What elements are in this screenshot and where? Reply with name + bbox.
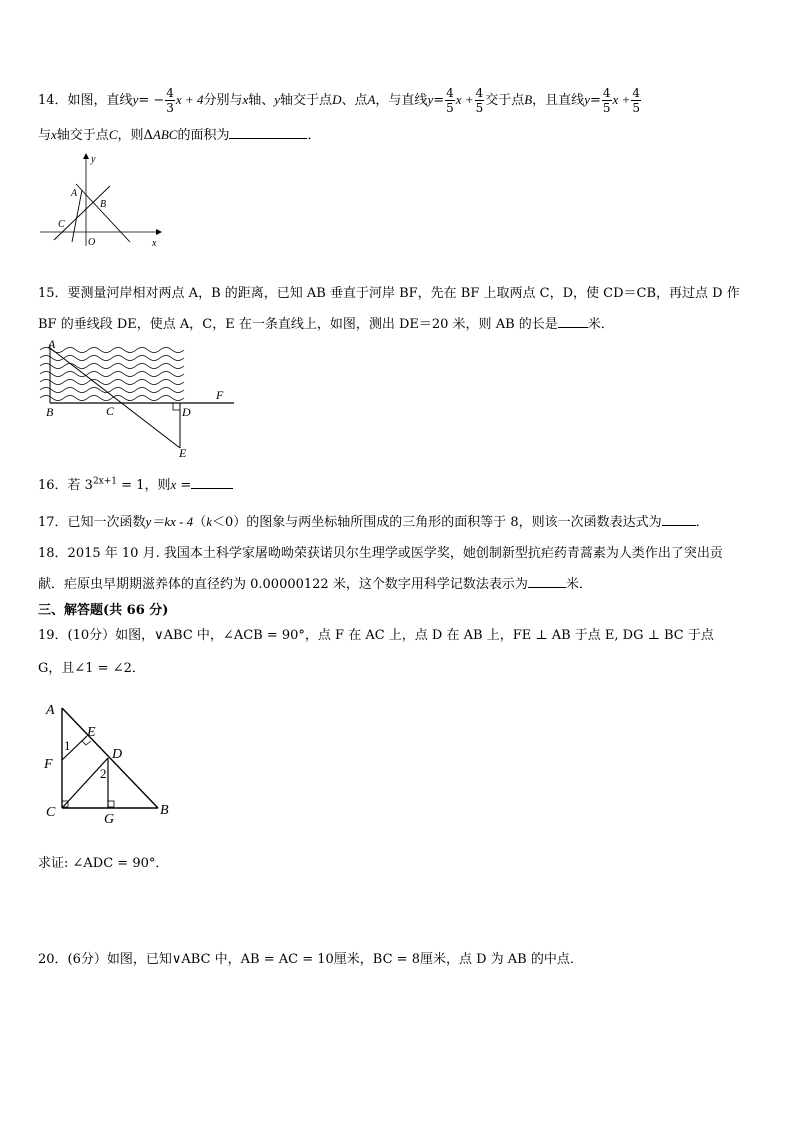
section-title: 三、解答题(共 66 分) [38,603,169,618]
q19-line1: 19．(10分）如图，∨ABC 中，∠ACB = 90°，点 F 在 AC 上，点 D 在 AB 上，FE ⊥ AB 于点 E, DG ⊥ BC 于点 [38,628,714,643]
q19-line2: G，且∠1 = ∠2． [38,661,145,676]
fig14-label-x: x [152,238,157,249]
fraction-4-5: $\frac{4}{5}$ [446,86,454,115]
fig19-label-C: C [46,805,56,820]
q14-line1: 14．如图，直线y= − $\frac{4}{3}$ x + 4分别与x轴、y轴交于点D、点A，与直线y= $\frac{4}{5}$ x + $\frac{4}{5}$ 交于点B，且直线y= $\frac{4}{5}$ x + $\frac{4}{5}$ [38,86,640,115]
q15-line2: BF 的垂线段 DE，使点 A，C，E 在一条直线上，如图，测出 DE＝20 米，则 AB 的长是 米． [38,317,614,332]
fraction-4-5: $\frac{4}{5}$ [632,86,640,115]
answer-blank[interactable] [191,476,233,489]
q16-line: 16．若 $3^{2x+1} = 1$，则x = [38,474,233,493]
fig19-label-B: B [160,803,169,818]
fig14-label-A: A [71,188,78,199]
fig15-label-A: A [48,337,56,351]
fig19-label-A: A [46,703,55,718]
fig19-label-E: E [87,725,96,740]
fraction-4-5: $\frac{4}{5}$ [602,86,611,115]
fig14-label-O: O [88,237,96,248]
fig15-label-E: E [179,446,187,460]
q15-line1: 15．要测量河岸相对两点 A，B 的距离，已知 AB 垂直于河岸 BF，先在 BF 上取两点 C，D，使 CD＝CB，再过点 D 作 [38,286,740,301]
fig19-label-G: G [104,812,115,826]
q19-figure [40,698,180,826]
answer-blank[interactable] [528,575,566,588]
fig14-label-C: C [58,219,65,230]
q20-line1: 20．(6分）如图，已知∨ABC 中，AB = AC = 10厘米，BC = 8厘米，点 D 为 AB 的中点． [38,952,583,967]
fig19-label-2: 2 [100,766,107,781]
q18-line2: 献．疟原虫早期期滋养体的直径约为 0.00000122 米，这个数字用科学记数法表示为 米． [38,577,592,592]
fig15-label-C: C [106,404,115,418]
fig14-label-B: B [100,199,107,210]
q15-figure [36,336,241,460]
fig15-label-B: B [46,405,54,419]
fig19-label-F: F [44,757,53,772]
answer-blank[interactable] [229,126,307,139]
fraction-4-5: $\frac{4}{5}$ [475,86,484,115]
fig19-label-D: D [112,747,123,762]
q19-proof: 求证: ∠ADC = 90°． [38,856,169,871]
q18-line1: 18．2015 年 10 月. 我国本土科学家屠呦呦荣获诺贝尔生理学或医学奖，她创制新型抗疟药青蒿素为人类作出了突出贡 [38,546,723,561]
fig14-label-y: y [91,154,96,165]
answer-blank[interactable] [558,315,588,328]
answer-blank[interactable] [662,513,696,526]
q14-line2: 与x轴交于点C，则ΔABC的面积为 ． [38,127,321,143]
fig15-label-D: D [182,405,191,419]
fig19-label-1: 1 [64,738,71,753]
q17-line: 17．已知一次函数y＝kx - 4（k＜0）的图象与两坐标轴所围成的三角形的面积等于 8，则该一次函数表达式为 ． [38,514,709,530]
q14-figure [36,150,166,250]
fig15-label-F: F [216,388,224,402]
fraction-4-3: $\frac{4}{3}$ [166,86,174,115]
